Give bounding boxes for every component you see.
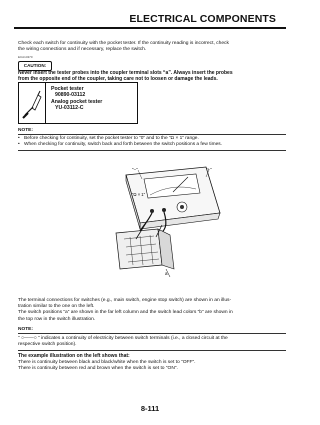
terminal-paragraph [18,298,286,323]
example-paragraph [18,360,286,372]
terminal-line-3: The switch positions “a” are shown in the far left column and the switch lead colors “b” are shown in [18,310,233,316]
note-1-rule-bottom [18,150,286,151]
tool-part-2: YU-03112-C [55,105,84,112]
pocket-tester-drawing [96,165,226,277]
note-2-rule-top [18,333,286,334]
terminal-line-1: The terminal connections for switches (e.g., main switch, engine stop switch) are shown in an illus- [18,298,232,303]
terminal-line-2: tration similar to the one on the left. [18,304,95,310]
intro-paragraph [18,41,286,53]
caution-badge: CAUTION: [18,61,52,71]
note-1-label: NOTE: [18,128,33,133]
note-2-label: NOTE: [18,327,33,332]
tool-box [18,82,138,124]
intro-line-2: the wiring connections and if necessary, replace the switch. [18,47,147,53]
probe-minus-label: “−” [132,167,138,172]
screwdriver-icon [19,83,45,123]
note-2-rule-bottom [18,350,286,351]
range-label: “Ω × 1” [132,192,146,197]
example-line-2: There is continuity between red and brown when the switch is set to “ON”. [18,366,178,372]
probe-plus-label: “+” [206,167,212,172]
note-1-rule-top [18,134,286,135]
page-number: 8-111 [140,404,160,413]
caution-line-1: Never insert the tester probes into the coupler terminal slots “a”. Always insert the probes [18,70,233,76]
document-code: ECA14370 [18,55,33,59]
tool-name-1: Pocket tester [51,86,84,92]
note-1-bullets [18,136,286,148]
example-line-1: There is continuity between black and black/white when the switch is set to “OFF”. [18,360,196,365]
intro-line-1: Check each switch for continuity with the pocket tester. If the continuity reading is incorrect, check [18,41,229,46]
caution-line-2: from the opposite end of the coupler, taking care not to loosen or damage the leads. [18,76,218,83]
note-1-bullet-1: • Before checking for continuity, set the pocket tester to “0” and to the “Ω × 1” range. [18,136,286,142]
note-2-line-2: respective switch position). [18,342,77,348]
page-header-title: ELECTRICAL COMPONENTS [129,13,276,25]
tester-illustration [96,165,226,277]
tool-text [51,86,102,112]
tool-part-1: 90890-03112 [55,92,86,99]
example-heading: The example illustration on the left shows that: [18,353,130,359]
note-1-bullet-2: • When checking for continuity, switch back and forth between the switch positions a few times. [18,142,286,148]
callout-a: a [165,271,168,276]
tool-name-2: Analog pocket tester [51,98,103,105]
note-2-text [18,336,286,348]
header-rule [14,27,286,29]
terminal-line-4: the top row in the switch illustration. [18,316,96,322]
caution-text [18,70,286,83]
note-2-line-1: “ ○——○ ” indicates a continuity of electricity between switch terminals (i.e., a closed circuit at the [18,336,228,341]
tool-icon-cell [19,83,46,123]
